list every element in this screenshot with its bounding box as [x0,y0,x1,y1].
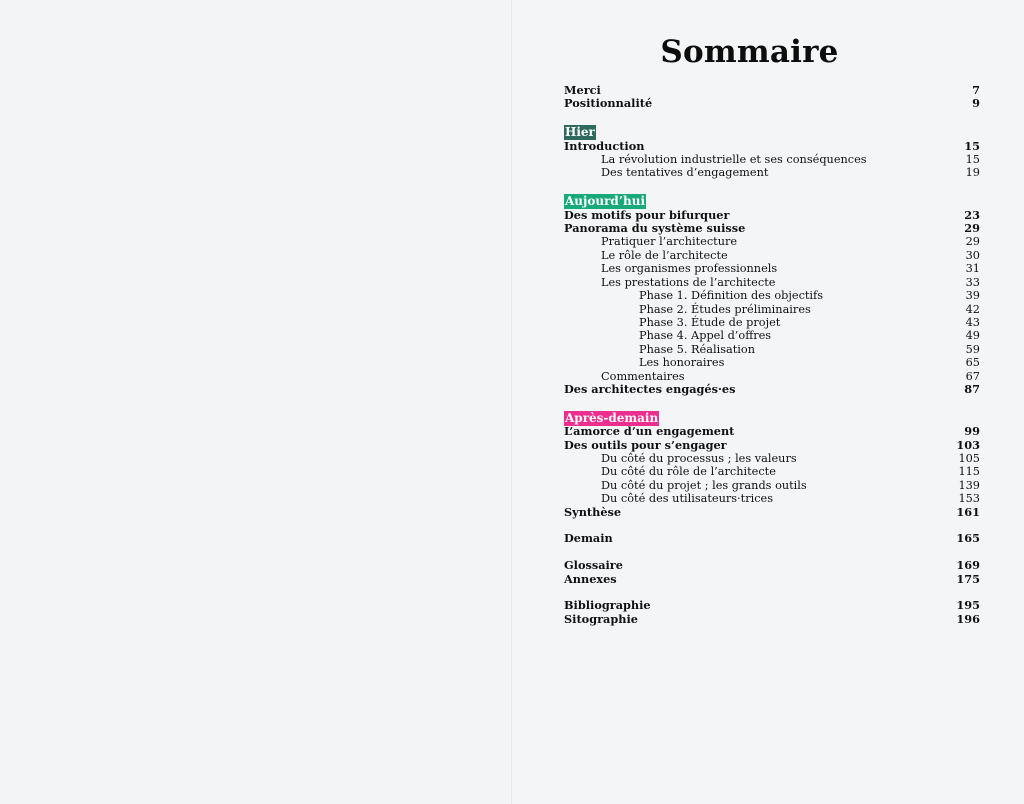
toc-entry-page-number: 175 [956,571,980,586]
toc-spacer [564,519,980,532]
toc-entry-label: Les prestations de l’architecte [601,275,776,289]
toc-entry-label: La révolution industrielle et ses conséquences [601,153,867,167]
toc-entry-label: Les honoraires [639,356,725,370]
toc-entry-label: Phase 4. Appel d’offres [639,329,772,343]
section-badge: Aujourd’hui [565,194,646,209]
toc-entry-page-number: 87 [964,381,980,396]
toc-entry-label: Du côté du projet ; les grands outils [601,478,807,492]
toc-entry[interactable] [564,209,980,222]
toc-entry-page-number: 165 [956,531,980,546]
toc-entry-label: Positionnalité [564,96,653,111]
toc-entry[interactable] [564,425,980,438]
toc-entry-label: Phase 3. Étude de projet [639,315,781,329]
toc-entry-page-number: 29 [964,221,980,236]
toc-entry-label: Pratiquer l’architecture [601,235,738,249]
toc-entry-page-number: 33 [965,275,980,289]
toc-entry-page-number: 15 [965,153,980,167]
toc-entry-label: Des outils pour s’engager [564,437,727,452]
toc-entry[interactable] [564,140,980,153]
toc-entry[interactable] [564,262,980,275]
toc-entry[interactable] [564,532,980,545]
toc-entry-label: Merci [564,83,601,97]
toc-entry-page-number: 19 [965,166,980,180]
toc-spacer [564,396,980,409]
toc-entry[interactable] [564,166,980,179]
toc-entry[interactable] [564,465,980,478]
toc-entry-label: Du côté du rôle de l’architecte [601,465,776,479]
toc-entry-page-number: 139 [958,478,980,492]
section-badge: Hier [565,125,595,140]
table-of-contents [564,84,980,626]
toc-entry-page-number: 161 [956,504,980,519]
toc-entry-page-number: 42 [965,302,980,316]
toc-entry[interactable] [564,276,980,289]
toc-spacer [564,180,980,193]
toc-entry-label: L’amorce d’un engagement [564,424,735,439]
toc-section-heading [564,126,980,139]
toc-entry-label: Les organismes professionnels [601,262,778,276]
toc-entry[interactable] [564,599,980,612]
toc-entry[interactable] [564,383,980,396]
toc-entry-label: Des tentatives d’engagement [601,166,769,180]
section-badge: Après-demain [565,410,659,425]
toc-entry-page-number: 103 [956,437,980,452]
toc-section-heading [564,195,980,208]
toc-entry-page-number: 7 [972,83,980,97]
toc-entry-page-number: 23 [964,207,980,222]
toc-entry-page-number: 195 [956,598,980,613]
toc-entry[interactable] [564,222,980,235]
toc-entry[interactable] [564,235,980,248]
toc-entry-page-number: 39 [965,289,980,303]
toc-entry[interactable] [564,452,980,465]
toc-entry-page-number: 59 [965,342,980,356]
toc-entry-page-number: 15 [964,138,980,153]
toc-entry-label: Du côté des utilisateurs·trices [601,492,774,506]
toc-entry-label: Du côté du processus ; les valeurs [601,451,797,465]
toc-entry[interactable] [564,492,980,505]
toc-entry-label: Phase 1. Définition des objectifs [639,289,824,303]
toc-entry-page-number: 9 [972,96,980,111]
toc-entry-label: Le rôle de l’architecte [601,248,728,262]
toc-entry[interactable] [564,439,980,452]
toc-entry[interactable] [564,303,980,316]
toc-entry-page-number: 196 [956,611,980,626]
toc-spacer [564,546,980,559]
toc-entry-label: Annexes [564,571,617,586]
toc-entry-label: Sitographie [564,611,638,626]
toc-entry-page-number: 169 [956,558,980,573]
toc-entry-label: Des architectes engagés·es [564,381,736,396]
toc-entry-page-number: 30 [965,248,980,262]
toc-entry[interactable] [564,84,980,97]
toc-entry-label: Synthèse [564,504,622,519]
toc-entry[interactable] [564,316,980,329]
toc-entry-label: Panorama du système suisse [564,221,746,236]
toc-entry-page-number: 49 [965,329,980,343]
left-page-blank [0,0,511,804]
toc-entry-page-number: 99 [964,424,980,439]
toc-entry[interactable] [564,559,980,572]
toc-entry-label: Demain [564,531,613,546]
toc-entry-page-number: 29 [965,235,980,249]
toc-entry[interactable] [564,153,980,166]
toc-spacer [564,586,980,599]
toc-entry-label: Phase 5. Réalisation [639,342,755,356]
toc-entry-label: Commentaires [601,369,685,383]
toc-entry[interactable] [564,289,980,302]
toc-entry-page-number: 153 [958,492,980,506]
toc-entry[interactable] [564,370,980,383]
toc-entry[interactable] [564,506,980,519]
toc-entry-label: Des motifs pour bifurquer [564,207,730,222]
toc-entry[interactable] [564,343,980,356]
toc-entry[interactable] [564,356,980,369]
right-page [512,0,1024,804]
toc-entry-label: Introduction [564,138,645,153]
toc-entry[interactable] [564,573,980,586]
toc-section-heading [564,412,980,425]
toc-title: Sommaire [660,34,839,70]
toc-entry-label: Glossaire [564,558,623,573]
toc-entry[interactable] [564,249,980,262]
toc-entry-page-number: 67 [965,369,980,383]
toc-entry[interactable] [564,479,980,492]
toc-entry[interactable] [564,613,980,626]
toc-entry-page-number: 115 [958,465,980,479]
toc-entry-page-number: 105 [958,451,980,465]
toc-entry-page-number: 31 [965,262,980,276]
toc-spacer [564,111,980,124]
toc-entry-label: Bibliographie [564,598,651,613]
toc-entry-label: Phase 2. Études préliminaires [639,302,811,316]
toc-entry[interactable] [564,97,980,110]
toc-entry-page-number: 43 [965,315,980,329]
toc-entry[interactable] [564,329,980,342]
toc-entry-page-number: 65 [965,356,980,370]
